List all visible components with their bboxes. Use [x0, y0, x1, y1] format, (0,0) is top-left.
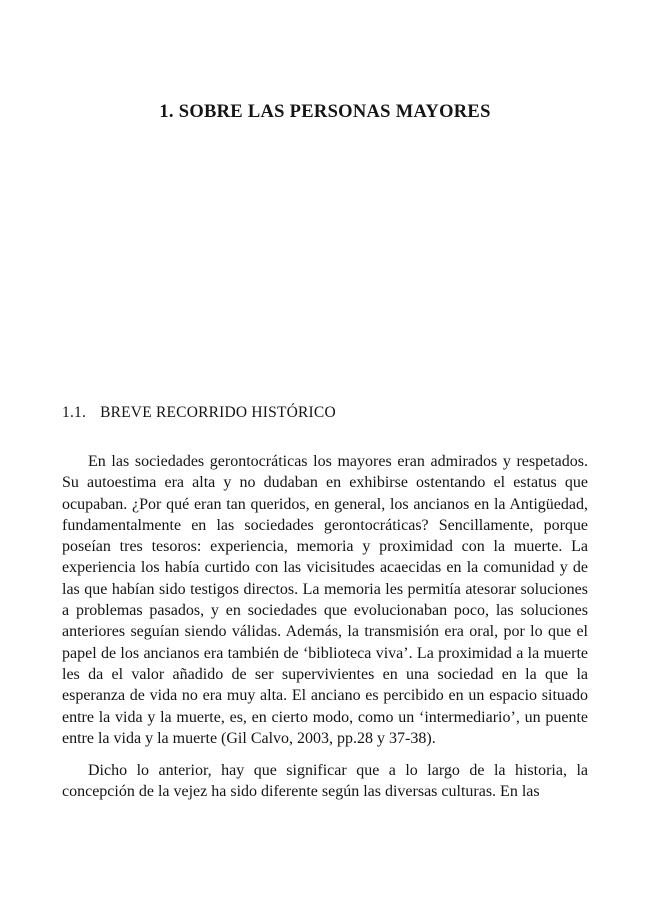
chapter-title: 1. SOBRE LAS PERSONAS MAYORES	[159, 102, 491, 122]
section-heading	[62, 404, 588, 422]
paragraph-2: Dicho lo anterior, hay que significar que a lo largo de la historia, la concepción de la vejez ha sido diferente según las diversas culturas. En las	[62, 762, 588, 801]
paragraph-1: En las sociedades gerontocráticas los mayores eran admirados y respetados. Su autoestima era alta y no dudaban en exhibirse ostentando el estatus que ocupaban. ¿Por qué eran tan queridos, en general, los ancianos en la Antigüedad, fundamentalmente en las sociedades gerontocráticas? Sencillamente, porque poseían tres tesoros: experiencia, memoria y proximidad con la muerte. La experiencia los había curtido con las vicisitudes acaecidas en la comunidad y de las que habían sido testigos directos. La memoria les permitía atesorar soluciones a problemas pasados, y en sociedades que evolucionaban poco, las soluciones anteriores seguían siendo válidas. Además, la transmisión era oral, por lo que el papel de los ancianos era también de ‘biblioteca viva’. La proximidad a la muerte les da el valor añadido de ser supervivientes en una sociedad en la que la esperanza de vida no era muy alta. El anciano es percibido en un espacio situado entre la vida y la muerte, es, en cierto modo, como un ‘intermediario’, un puente entre la vida y la muerte (Gil Calvo, 2003, pp.28 y 37-38).	[62, 453, 588, 747]
section-title: BREVE RECORRIDO HISTÓRICO	[100, 404, 336, 421]
page-content	[62, 0, 588, 803]
section-number: 1.1.	[62, 404, 87, 421]
